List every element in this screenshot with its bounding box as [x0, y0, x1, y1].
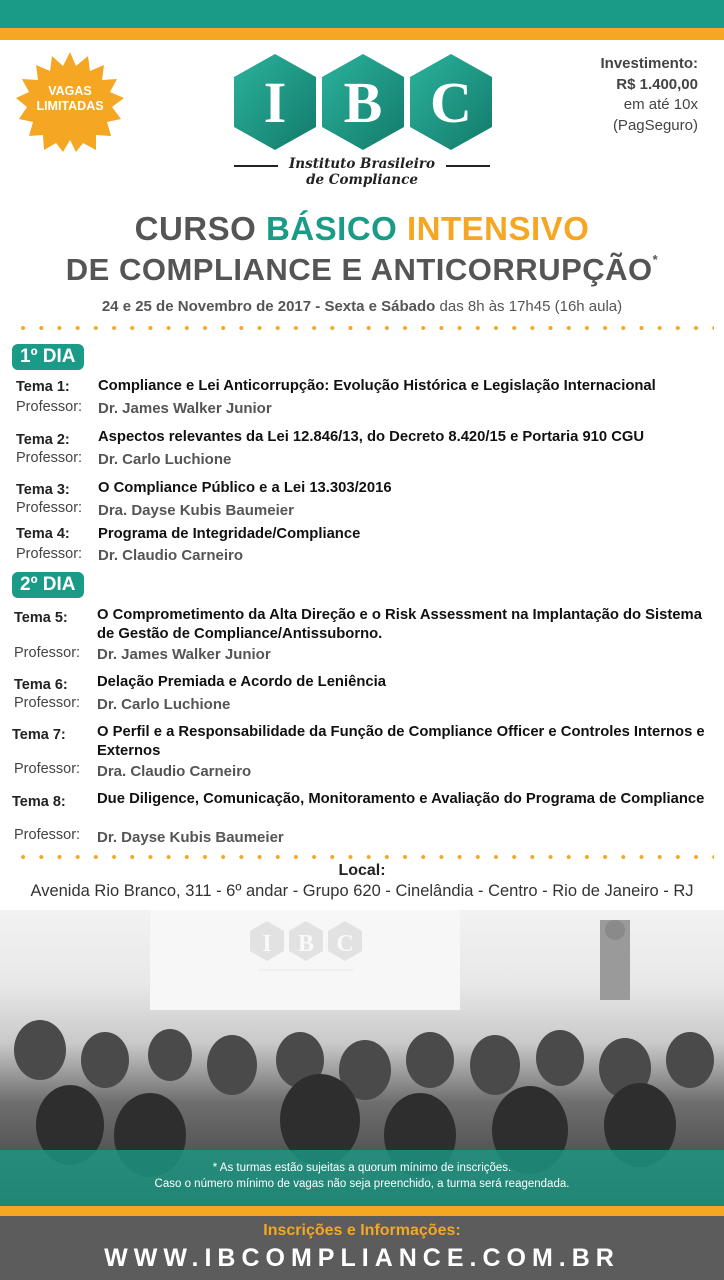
- topic-8-title: Due Diligence, Comunicação, Monitoramento e Avaliação do Programa de Compliance: [97, 791, 705, 807]
- footer-heading: Inscrições e Informações:: [263, 1222, 461, 1239]
- logo-letter-c: C: [430, 70, 472, 135]
- topic-2-professor: Dr. Carlo Luchione: [98, 451, 232, 468]
- logo-subtitle: Instituto Brasileiro de Compliance: [288, 156, 436, 188]
- topic-8-professor: Dr. Dayse Kubis Baumeier: [97, 829, 284, 846]
- ibc-watermark-logo: [248, 920, 364, 980]
- dotted-divider-bottom: [14, 855, 714, 859]
- investment-price: R$ 1.400,00: [616, 75, 698, 93]
- quorum-note-line2: Caso o número mínimo de vagas não seja preenchido, a turma será reagendada.: [154, 1178, 570, 1190]
- topic-1-professor-label: Professor:: [16, 399, 83, 415]
- quorum-note-line1: * As turmas estão sujeitas a quorum mínimo de inscrições.: [212, 1162, 512, 1174]
- watermark-letter-c: C: [336, 931, 354, 957]
- topic-3-label: Tema 3:: [16, 482, 70, 498]
- topic-6-label: Tema 6:: [14, 677, 68, 693]
- topic-6-title: Delação Premiada e Acordo de Leniência: [97, 674, 386, 690]
- topic-1-label: Tema 1:: [16, 379, 70, 395]
- topic-5-title: O Comprometimento da Alta Direção e o Risk Assessment na Implantação do Sistema de Gestão de Compliance/Antissuborno.: [97, 607, 702, 642]
- topic-2-professor-label: Professor:: [16, 450, 83, 466]
- ibc-logo: [232, 52, 494, 152]
- dotted-divider-top: [14, 326, 714, 330]
- topic-2-title: Aspectos relevantes da Lei 12.846/13, do Decreto 8.420/15 e Portaria 910 CGU: [98, 429, 645, 445]
- logo-letter-b: B: [343, 70, 383, 135]
- watermark-letter-i: I: [262, 931, 272, 957]
- course-date: 24 e 25 de Novembro de 2017 - Sexta e Sábado das 8h às 17h45 (16h aula): [101, 298, 623, 315]
- investment-installments: em até 10x: [623, 96, 698, 113]
- topic-7-professor-label: Professor:: [14, 761, 81, 777]
- badge-text: VAGAS LIMITADAS: [36, 84, 104, 113]
- top-orange-bar: [0, 28, 724, 40]
- location-label: Local:: [338, 862, 386, 879]
- topic-2-label: Tema 2:: [16, 432, 70, 448]
- top-teal-bar: [0, 0, 724, 28]
- topic-4-professor-label: Professor:: [16, 546, 83, 562]
- day-1-badge: 1º DIA: [12, 344, 84, 370]
- investment-method: (PagSeguro): [612, 116, 698, 134]
- topic-7-title: O Perfil e a Responsabilidade da Função de Compliance Officer e Controles Internos e Externos: [97, 724, 705, 759]
- investment-info: [600, 54, 698, 136]
- course-title-line2: DE COMPLIANCE E ANTICORRUPÇÃO*: [65, 252, 659, 287]
- topic-5-professor: Dr. James Walker Junior: [97, 646, 271, 663]
- day-2-badge: 2º DIA: [12, 572, 84, 598]
- topic-5-label: Tema 5:: [14, 610, 68, 626]
- topic-8-professor-label: Professor:: [14, 827, 81, 843]
- topic-8-label: Tema 8:: [12, 794, 66, 810]
- topic-3-title: O Compliance Público e a Lei 13.303/2016: [98, 480, 392, 496]
- course-title-line1: CURSO BÁSICO INTENSIVO: [134, 210, 590, 247]
- topic-7-professor: Dra. Claudio Carneiro: [97, 763, 252, 780]
- topic-4-professor: Dr. Claudio Carneiro: [98, 547, 244, 564]
- topic-4-title: Programa de Integridade/Compliance: [98, 526, 361, 542]
- topic-7-label: Tema 7:: [12, 727, 66, 743]
- investment-label: Investimento:: [600, 55, 698, 72]
- topic-6-professor: Dr. Carlo Luchione: [97, 696, 231, 713]
- topic-5-professor-label: Professor:: [14, 645, 81, 661]
- topic-4-label: Tema 4:: [16, 526, 70, 542]
- topic-3-professor: Dra. Dayse Kubis Baumeier: [98, 502, 294, 519]
- bottom-orange-bar: [0, 1206, 724, 1216]
- logo-letter-i: I: [263, 70, 287, 135]
- topic-6-professor-label: Professor:: [14, 695, 81, 711]
- logo-rule-right: [446, 165, 490, 167]
- footer-website-link[interactable]: WWW.IBCOMPLIANCE.COM.BR: [104, 1244, 620, 1272]
- topic-3-professor-label: Professor:: [16, 500, 83, 516]
- location-address: Avenida Rio Branco, 311 - 6º andar - Grupo 620 - Cinelândia - Centro - Rio de Janeiro - RJ: [30, 882, 694, 900]
- topic-1-professor: Dr. James Walker Junior: [98, 400, 272, 417]
- watermark-letter-b: B: [297, 931, 315, 957]
- topic-1-title: Compliance e Lei Anticorrupção: Evolução Histórica e Legislação Internacional: [98, 378, 656, 394]
